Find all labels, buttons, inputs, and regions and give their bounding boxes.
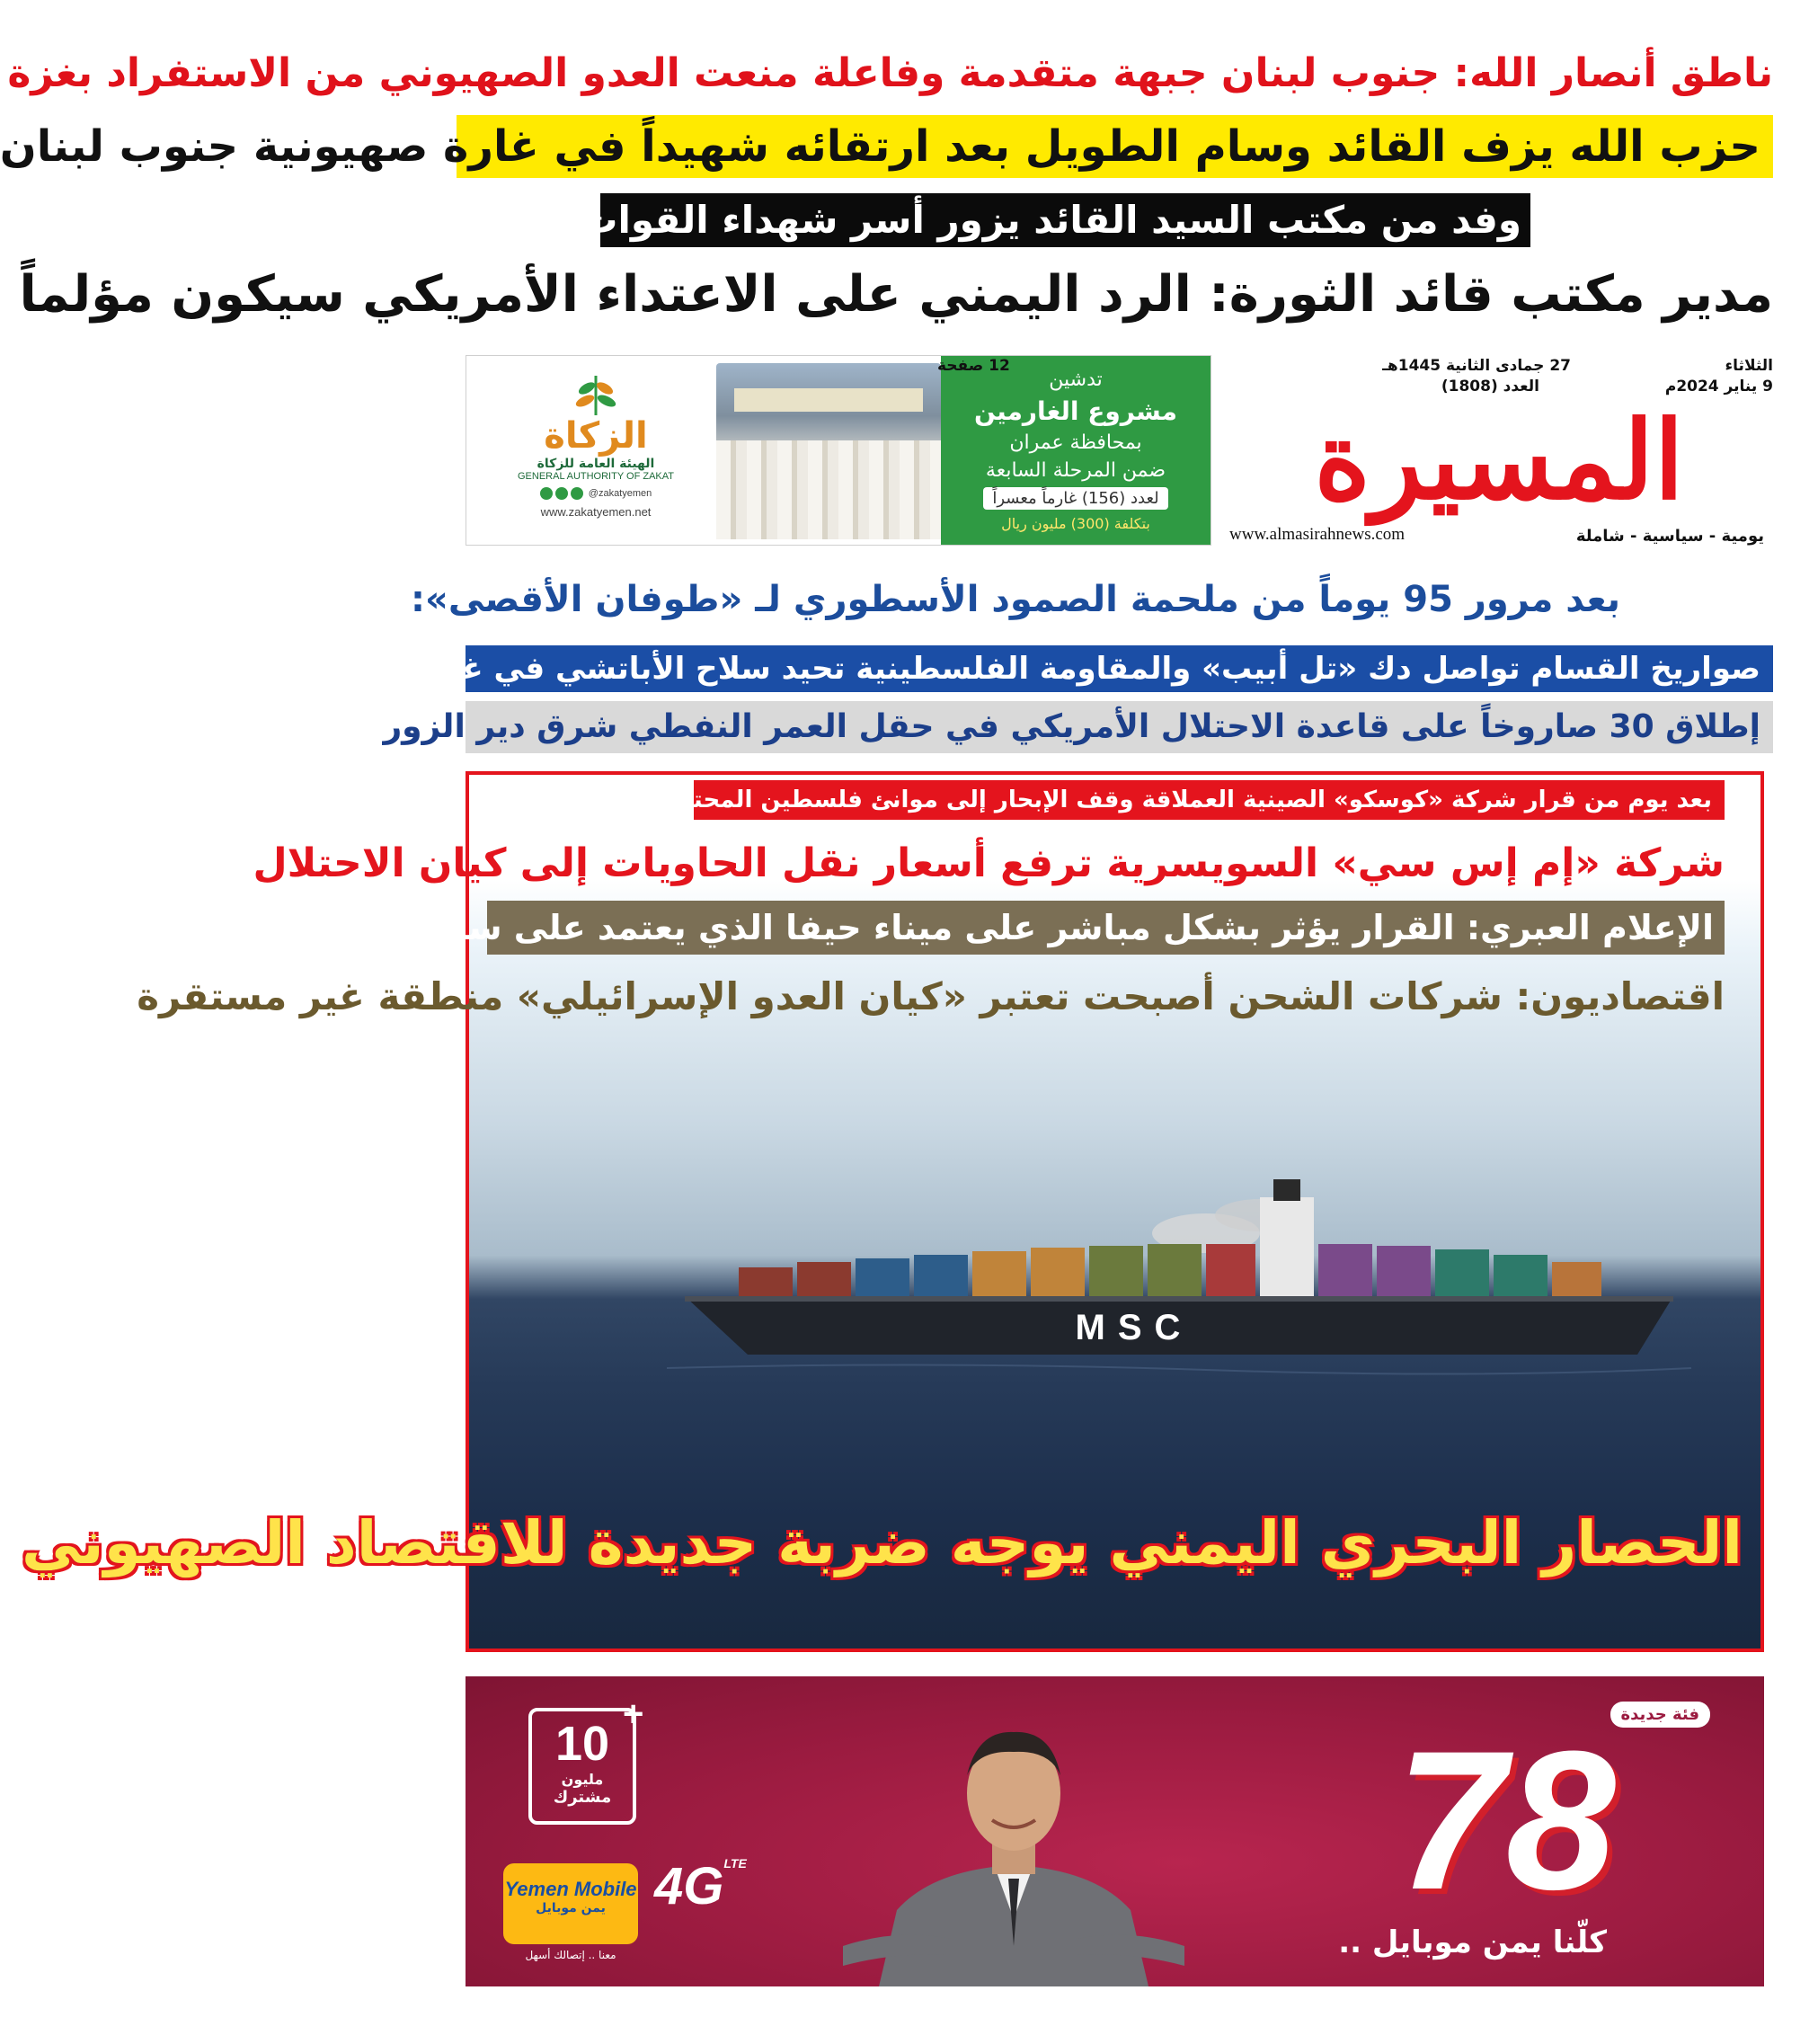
brand-name-ar: يمن موبايل [536,1901,606,1915]
headline-3: وفد من مكتب السيد القائد يزور أسر شهداء القوات البحرية [600,193,1530,247]
feature-caption: الحصار البحري اليمني يوجه ضربة جديدة للاقتصاد الصهيوني [22,1508,1743,1577]
yemen-mobile-logo[interactable] [503,1863,638,1944]
headline-2: حزب الله يزف القائد وسام الطويل بعد ارتقائه شهيداً في غارة صهيونية جنوب لبنان [457,115,1773,178]
brand-name-en: Yemen Mobile [504,1878,637,1900]
headline-1: ناطق أنصار الله: جنوب لبنان جبهة متقدمة وفاعلة منعت العدو الصهيوني من الاستفراد بغزة [7,50,1773,96]
zakat-ad-line1: تدشين [1049,369,1103,391]
ship-label: MSC [1075,1308,1193,1347]
youtube-icon[interactable] [571,487,583,500]
headline-5: بعد مرور 95 يوماً من ملحمة الصمود الأسطوري لـ «طوفان الأقصى»: [411,579,1620,620]
subscribers-box [528,1708,636,1825]
headline-7: إطلاق 30 صاروخاً على قاعدة الاحتلال الأمريكي في حقل العمر النفطي شرق دير الزور [466,701,1773,753]
network-label: 4G [654,1857,724,1915]
newspaper-website[interactable]: www.almasirahnews.com [1229,525,1406,544]
issue-date-gregorian: 9 يناير 2024م [1664,378,1773,395]
zakat-social-handle[interactable]: @zakatyemen [588,487,652,499]
zakat-leaf-icon [569,372,623,417]
headline-4: مدير مكتب قائد الثورة: الرد اليمني على الاعتداء الأمريكي سيكون مؤلماً [19,265,1773,324]
zakat-authority-en: GENERAL AUTHORITY OF ZAKAT [518,471,674,482]
zakat-brand: الزكاة [544,415,648,457]
promo-number: 78 [1396,1710,1616,1931]
subscribers-count: 10 [554,1717,610,1771]
zakat-ad-line4: ضمن المرحلة السابعة [985,459,1166,482]
issue-date-hijri: 27 جمادى الثانية 1445هـ [1382,357,1571,375]
feature-subtitle-2: اقتصاديون: شركات الشحن أصبحت تعتبر «كيان العدو الإسرائيلي» منطقة غير مستقرة [137,974,1725,1018]
brand-tagline: معنا .. إتصالك أسهل [525,1949,616,1961]
4g-lte-logo [654,1856,747,1916]
zakat-ad-line5: لعدد (156) غارماً معسراً [983,487,1167,510]
feature-subtitle-1: الإعلام العبري: القرار يؤثر بشكل مباشر على ميناء حيفا الذي يعتمد على سفن الشركة [487,901,1725,955]
container-ship-image [667,1161,1691,1395]
zakat-ad-line3: بمحافظة عمران [1009,431,1142,454]
twitter-icon[interactable] [555,487,568,500]
facebook-icon[interactable] [540,487,553,500]
subscribers-unit: مليون [561,1771,604,1788]
zakat-advertisement[interactable] [466,355,1211,546]
issue-day: الثلاثاء [1725,357,1773,375]
zakat-ad-line2: مشروع الغارمين [973,396,1178,426]
zakat-group-photo [716,363,941,539]
ad-slogan: كلّنا يمن موبايل .. [1338,1924,1607,1960]
issue-number: العدد (1808) [1441,378,1539,395]
zakat-ad-text-panel [941,356,1211,545]
subscribers-label: مشترك [553,1788,612,1807]
plus-icon: + [623,1694,644,1734]
network-sup: LTE [723,1856,747,1871]
newspaper-tagline: يومية - سياسية - شاملة [1575,527,1764,546]
zakat-authority-ar: الهيئة العامة للزكاة [537,457,655,471]
spokesperson-image [843,1685,1184,1986]
page-count: 12 صفحة [937,357,1010,375]
zakat-social-handles[interactable] [479,487,713,500]
yemen-mobile-advertisement[interactable] [466,1676,1764,1986]
zakat-logo [479,372,713,534]
feature-kicker: بعد يوم من قرار شركة «كوسكو» الصينية العملاقة وقف الإبحار إلى موانئ فلسطين المحتلة [694,780,1725,820]
newspaper-logo: المسيرة [1314,397,1684,524]
zakat-ad-line6: بتكلفة (300) مليون ريال [1001,515,1150,532]
feature-title: شركة «إم إس سي» السويسرية ترفع أسعار نقل الحاويات إلى كيان الاحتلال [253,840,1725,886]
new-category-badge: فئة جديدة [1610,1702,1710,1728]
zakat-website[interactable]: www.zakatyemen.net [540,505,652,519]
feature-story [22,771,1764,1652]
headline-6: صواريخ القسام تواصل دك «تل أبيب» والمقاومة الفلسطينية تحيد سلاح الأباتشي في غزة [466,645,1773,692]
